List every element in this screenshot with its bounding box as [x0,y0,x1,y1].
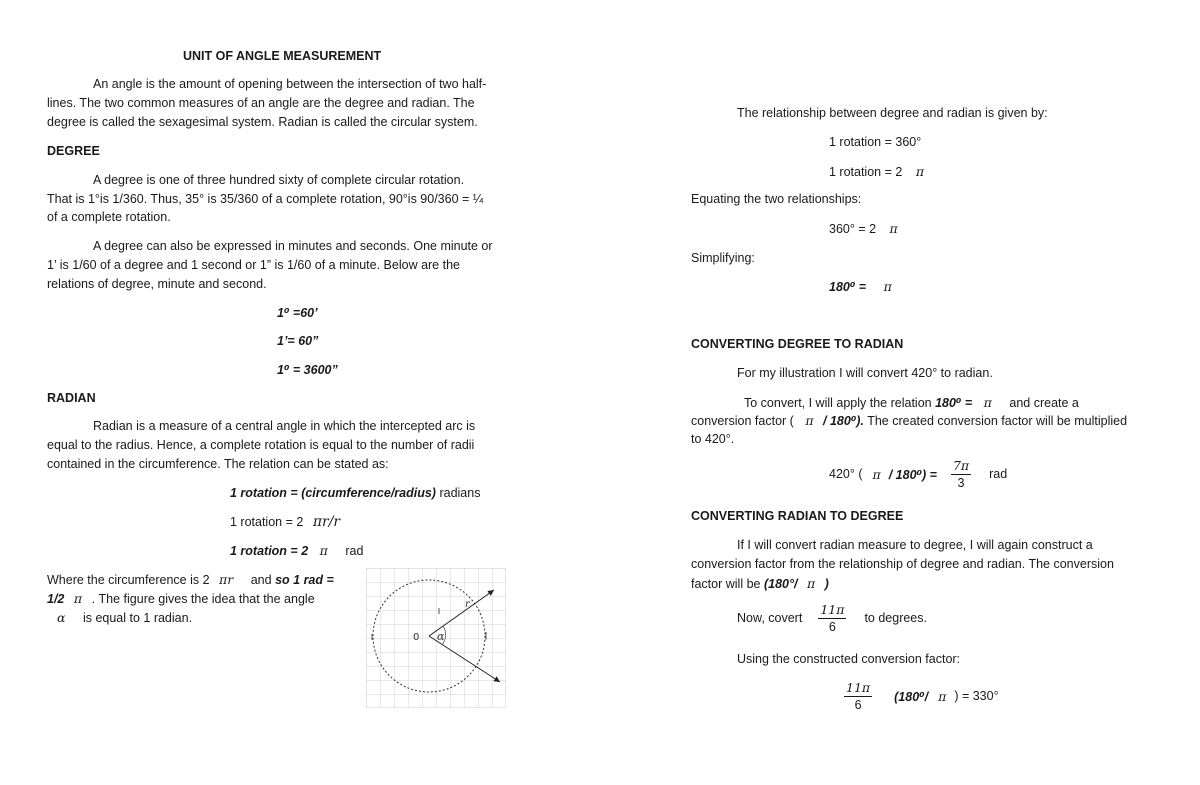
grid-background [366,568,506,708]
r2d-line-1: If I will convert radian measure to degree, I will again construct a [737,538,1093,552]
where-line-3-alpha: α [57,610,66,625]
degree-p1-line-2: That is 1°is 1/360. Thus, 35° is 35/360 of a complete rotation, 90°is 90/360 = ¼ [47,192,484,206]
rotation-relation-2-text: 1 rotation = 2 [230,515,304,529]
final-fraction [844,680,872,712]
calc-degree: 420° ( [829,467,863,481]
calc-unit: rad [989,467,1008,481]
degree-heading: DEGREE [47,144,100,158]
convert-line-2-tail: The created conversion factor will be multiplied [867,414,1128,428]
calc-pi: π [872,466,881,482]
equation-180-pi: π [883,279,892,294]
convert-line-3: to 420°. [691,432,735,446]
degree-p1-line-3: of a complete rotation. [47,210,171,224]
final-denominator: 6 [854,698,862,712]
convert-line-1-pi: π [983,395,992,410]
convert-line-2-text: conversion factor ( [691,414,794,428]
rotation-relation-3 [230,543,363,558]
convert-example-text: Now, covert [737,611,803,625]
page-title: UNIT OF ANGLE MEASUREMENT [183,49,382,63]
degree-p2-line-2: 1’ is 1/60 of a degree and 1 second or 1” is 1/60 of a minute. Below are the [47,258,460,272]
intro-line-2: lines. The two common measures of an angle are the degree and radian. The [47,96,475,110]
convert-example-tail: to degrees. [864,611,927,625]
radian-heading: RADIAN [47,391,96,405]
where-line-1-and: and [250,573,272,587]
degree-p1-line-1: A degree is one of three hundred sixty of complete circular rotation. [93,173,465,187]
final-pi: π [938,688,947,704]
relation-rotation-degrees: 1 rotation = 360° [829,135,922,149]
equation-360-text: 360° = 2 [829,222,877,236]
calc-numerator: 7π [952,458,970,473]
where-line-1-rad: so 1 rad = [275,573,334,587]
alpha-label: α [437,630,445,643]
where-line-2-pi: π [73,591,83,606]
relation-rotation-radians [829,164,924,179]
illustration-line: For my illustration I will convert 420° to radian. [737,366,993,380]
relation-rotation-radians-text: 1 rotation = 2 [829,165,903,179]
r2d-line-3-text: factor will be [691,577,761,591]
convert-line-2 [691,413,1127,428]
degree-to-radian-heading: CONVERTING DEGREE TO RADIAN [691,337,904,351]
rotation-relation-2 [230,514,340,530]
calc-factor: / 180⁰) = [888,467,937,482]
r2d-line-3-pi: π [806,576,816,591]
equation-degree-second: 1⁰ = 3600” [277,363,338,377]
radian-figure [366,568,506,708]
convert-example-fraction [818,602,846,634]
origin-label: 0 [413,632,420,643]
final-factor: (180⁰/ [894,689,929,704]
rotation-relation-3-text: 1 rotation = 2 [230,544,309,558]
equation-180-text: 180⁰ = [829,280,867,294]
convert-line-1-text: To convert, I will apply the relation [744,396,932,410]
convert-line-2-factor: / 180⁰). [823,414,864,428]
convert-example-numerator: 11π [820,602,845,617]
rotation-relation-1-unit: radians [439,486,481,500]
using-factor-label: Using the constructed conversion factor: [737,652,961,666]
convert-line-1-tail: and create a [1009,396,1079,410]
rotation-relation-1 [230,486,480,500]
where-line-1 [47,572,334,587]
equation-360-pi: π [889,221,898,236]
radian-p-line-2: equal to the radius. Hence, a complete rotation is equal to the number of radii [47,438,475,452]
r2d-line-3-factor: (180°/ [763,577,798,591]
convert-line-2-pi: π [805,413,814,428]
relation-rotation-radians-pi: π [915,164,925,179]
rotation-relation-2-expr: πr/r [312,514,341,530]
convert-line-1 [744,395,1079,410]
degree-p2-line-3: relations of degree, minute and second. [47,277,267,291]
equating-label: Equating the two relationships: [691,192,862,206]
conversion-calculation [829,458,1007,490]
final-calculation [840,680,999,712]
rotation-relation-3-unit: rad [345,544,364,558]
where-line-2-half: 1/2 [47,592,65,606]
intro-line-3: degree is called the sexagesimal system. Radian is called the circular system. [47,115,478,129]
radius-label: r [465,599,470,610]
where-line-1-expr: πr [219,572,234,587]
equation-360 [829,221,898,236]
rotation-relation-3-pi: π [319,543,328,558]
r2d-line-2: conversion factor from the relationship of degree and radian. The conversion [691,557,1114,571]
where-line-2 [47,591,315,606]
convert-example-denominator: 6 [828,620,836,634]
convert-line-1-relation: 180⁰ = [935,396,973,410]
calc-denominator: 3 [957,476,965,490]
convert-example [737,602,927,634]
where-line-2-text: . The figure gives the idea that the angle [91,592,315,606]
r2d-line-3 [691,576,829,591]
rotation-relation-1-bold: 1 rotation = (circumference/radius) [230,486,436,500]
equation-degree-minute: 1⁰ =60’ [277,306,318,320]
relationship-intro: The relationship between degree and radian is given by: [737,106,1048,120]
r2d-line-3-close: ) [824,577,829,591]
calc-result-fraction [951,458,971,490]
simplifying-label: Simplifying: [691,251,755,265]
degree-p2-line-1: A degree can also be expressed in minutes and seconds. One minute or [93,239,493,253]
where-line-3 [57,610,192,625]
intro-line-1: An angle is the amount of opening between the intersection of two half- [93,77,487,91]
radian-to-degree-heading: CONVERTING RADIAN TO DEGREE [691,509,904,523]
final-result: ) = 330° [954,689,999,703]
radian-p-line-1: Radian is a measure of a central angle in which the intercepted arc is [93,419,476,433]
where-line-3-text: is equal to 1 radian. [82,611,193,625]
equation-180 [829,279,892,294]
radian-p-line-3: contained in the circumference. The relation can be stated as: [47,457,389,471]
final-numerator: 11π [846,680,871,695]
equation-minute-second: 1’= 60” [277,334,319,348]
where-line-1-text: Where the circumference is 2 [47,573,210,587]
